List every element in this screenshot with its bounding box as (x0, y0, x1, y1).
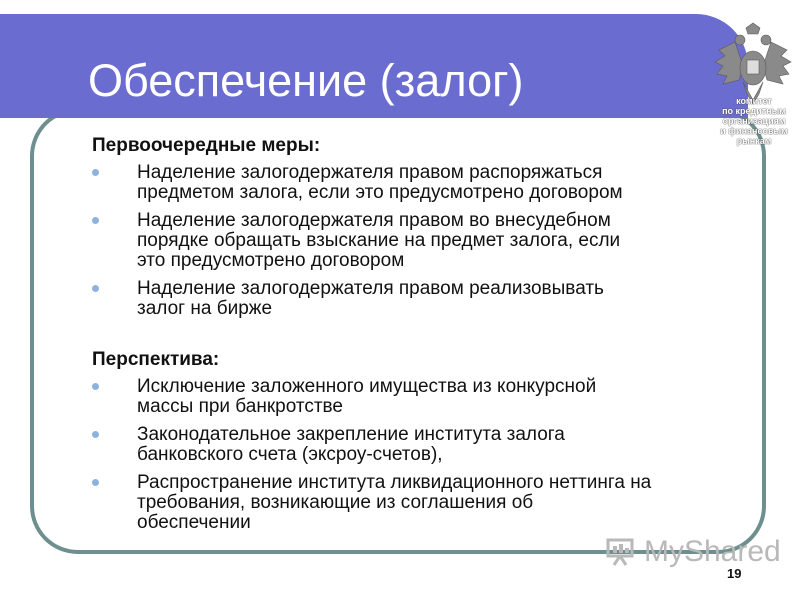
bullet-dot-icon (92, 169, 99, 176)
bullet-line: Исключение заложенного имущества из конкурсной (137, 376, 597, 397)
bullet-dot-icon (92, 479, 99, 486)
bullet-line: Наделение залогодержателя правом распоряжаться (137, 162, 603, 183)
emblem-caption-line: и финансовым (720, 126, 788, 136)
page-number: 19 (727, 566, 742, 581)
bullet-line: Наделение залогодержателя правом во внесудебном (137, 210, 611, 231)
slide-content (92, 135, 752, 541)
title-underline (84, 118, 709, 121)
watermark (606, 534, 781, 570)
bullet-line: залог на бирже (137, 298, 273, 319)
bullet-dot-icon (92, 431, 99, 438)
bullet-line: массы при банкротстве (137, 396, 343, 417)
bullet-item (92, 163, 752, 203)
bullet-line: Распространение института ликвидационного неттинга на (137, 472, 652, 493)
bullet-line: требования, возникающие из соглашения об (137, 492, 534, 513)
emblem-caption-line: по кредитным (722, 106, 786, 116)
title-bar (0, 14, 748, 118)
bullet-item (92, 279, 752, 319)
watermark-text: MyShared (644, 535, 781, 568)
bullet-item (92, 425, 752, 465)
bullet-line: обеспечении (137, 512, 251, 533)
bullet-line: Законодательное закрепление института залога (137, 424, 565, 445)
bullet-line: банковского счета (эксроу-счетов), (137, 444, 443, 465)
section-spacer (92, 327, 752, 349)
bullet-dot-icon (92, 383, 99, 390)
emblem-caption-line: рынкам (736, 136, 772, 146)
bullet-dot-icon (92, 285, 99, 292)
bullet-line: предметом залога, если это предусмотрено договором (137, 182, 623, 203)
bullet-line: Наделение залогодержателя правом реализовывать (137, 278, 604, 299)
priority-list (92, 163, 752, 319)
bullet-line: это предусмотрено договором (137, 250, 405, 271)
section-heading-perspective: Перспектива: (92, 349, 220, 370)
bullet-dot-icon (92, 217, 99, 224)
slide-title: Обеспечение (залог) (88, 55, 524, 106)
bullet-item (92, 377, 752, 417)
bullet-line: порядке обращать взыскание на предмет залога, если (137, 230, 621, 251)
bullet-item (92, 473, 752, 533)
section-heading-priority: Первоочередные меры: (92, 135, 321, 156)
bullet-item (92, 211, 752, 271)
perspective-list (92, 377, 752, 533)
emblem-caption-line: комитет (736, 96, 772, 106)
presentation-board-icon (606, 538, 640, 566)
emblem-caption-line: организациям (722, 116, 786, 126)
